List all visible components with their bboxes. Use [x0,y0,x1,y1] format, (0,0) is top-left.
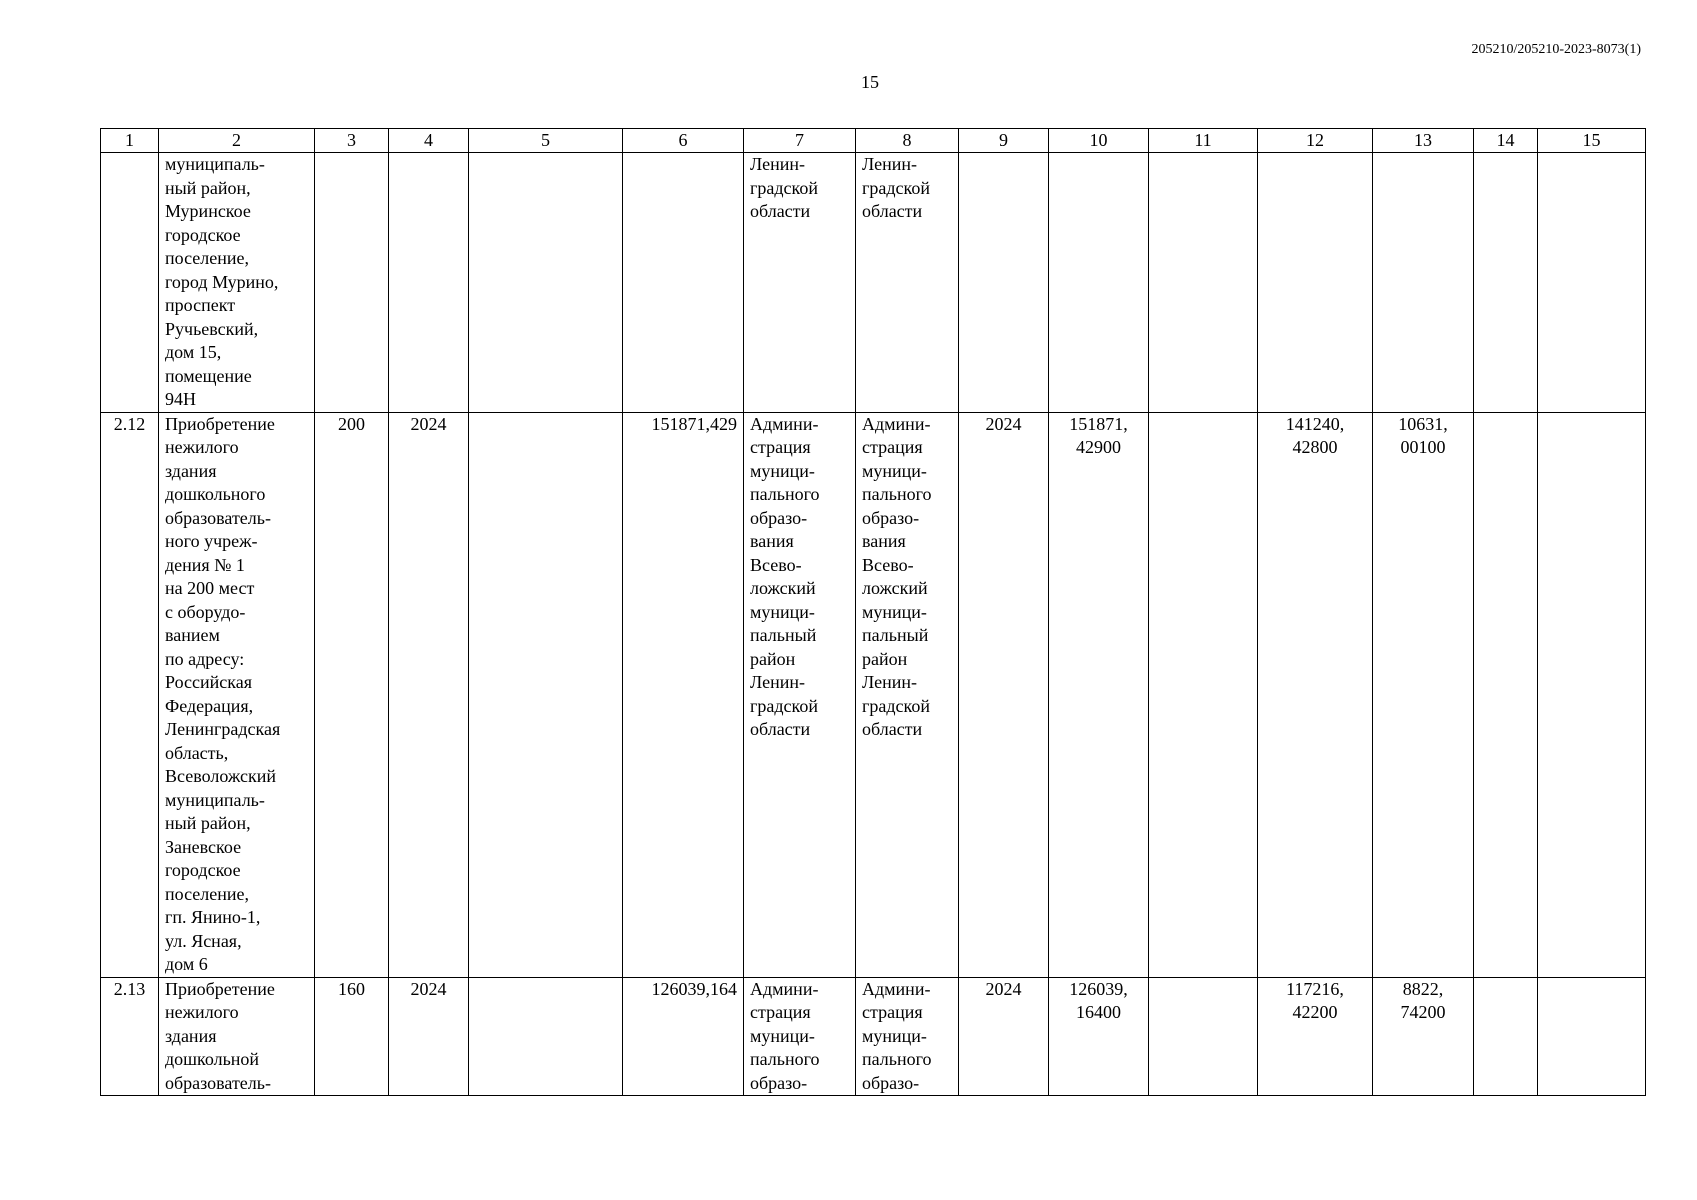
regional-funding-cell: 117216, 42200 [1258,977,1373,1096]
table-cell [469,153,623,413]
recipient-cell: Ленин- градской области [856,153,959,413]
col-header-7: 7 [744,129,856,153]
col-header-4: 4 [389,129,469,153]
year-cell [389,153,469,413]
object-name-cell: Приобретение нежилого здания дошкольного образователь- ного учреж- дения № 1 на 200 мест с оборудо- ванием по адресу: Российская Федерация, Ленинградская область, Всеволожский муниципаль- ный район, Заневское городское поселение, гп. Янино-1, ул. Ясная, дом 6 [159,412,315,977]
local-funding-cell: 10631, 00100 [1373,412,1474,977]
row-number-cell: 2.12 [101,412,159,977]
col-header-14: 14 [1474,129,1538,153]
table-row [101,412,1646,977]
row-number-cell [101,153,159,413]
table-cell [1538,412,1646,977]
table-cell [1149,977,1258,1096]
object-name-cell: муниципаль- ный район, Муринское городское поселение, город Мурино, проспект Ручьевский, дом 15, помещение 94Н [159,153,315,413]
local-funding-cell [1373,153,1474,413]
col-header-12: 12 [1258,129,1373,153]
regional-funding-cell: 141240, 42800 [1258,412,1373,977]
table-cell [1538,153,1646,413]
customer-cell: Админи- страция муници- пального образо- вания Всево- ложский муници- пальный район Ленин- градской области [744,412,856,977]
table-cell [1474,412,1538,977]
recipient-cell: Админи- страция муници- пального образо- [856,977,959,1096]
capacity-cell [315,153,389,413]
document-id: 205210/205210-2023-8073(1) [1471,42,1641,57]
total-funding-cell [1049,153,1149,413]
col-header-9: 9 [959,129,1049,153]
table-cell [469,412,623,977]
row-number-cell: 2.13 [101,977,159,1096]
total-funding-cell: 126039, 16400 [1049,977,1149,1096]
col-header-1: 1 [101,129,159,153]
col-header-15: 15 [1538,129,1646,153]
col-header-13: 13 [1373,129,1474,153]
col-header-3: 3 [315,129,389,153]
table-row [101,153,1646,413]
funding-year-cell: 2024 [959,412,1049,977]
table-cell [1474,977,1538,1096]
local-funding-cell: 8822, 74200 [1373,977,1474,1096]
total-funding-cell: 151871, 42900 [1049,412,1149,977]
col-header-11: 11 [1149,129,1258,153]
regional-funding-cell [1258,153,1373,413]
funding-year-cell: 2024 [959,977,1049,1096]
table-cell [1474,153,1538,413]
cost-cell [623,153,744,413]
table-cell [469,977,623,1096]
col-header-2: 2 [159,129,315,153]
capacity-cell: 200 [315,412,389,977]
funding-year-cell [959,153,1049,413]
table-row [101,977,1646,1096]
column-number-row [101,129,1646,153]
register-table [100,128,1646,1096]
year-cell: 2024 [389,412,469,977]
table-cell [1149,153,1258,413]
table-cell [1538,977,1646,1096]
page-number: 15 [861,72,879,92]
object-name-cell: Приобретение нежилого здания дошкольной образователь- [159,977,315,1096]
capacity-cell: 160 [315,977,389,1096]
recipient-cell: Админи- страция муници- пального образо- вания Всево- ложский муници- пальный район Ленин- градской области [856,412,959,977]
cost-cell: 151871,429 [623,412,744,977]
table-cell [1149,412,1258,977]
col-header-10: 10 [1049,129,1149,153]
year-cell: 2024 [389,977,469,1096]
cost-cell: 126039,164 [623,977,744,1096]
col-header-6: 6 [623,129,744,153]
col-header-5: 5 [469,129,623,153]
customer-cell: Ленин- градской области [744,153,856,413]
col-header-8: 8 [856,129,959,153]
customer-cell: Админи- страция муници- пального образо- [744,977,856,1096]
